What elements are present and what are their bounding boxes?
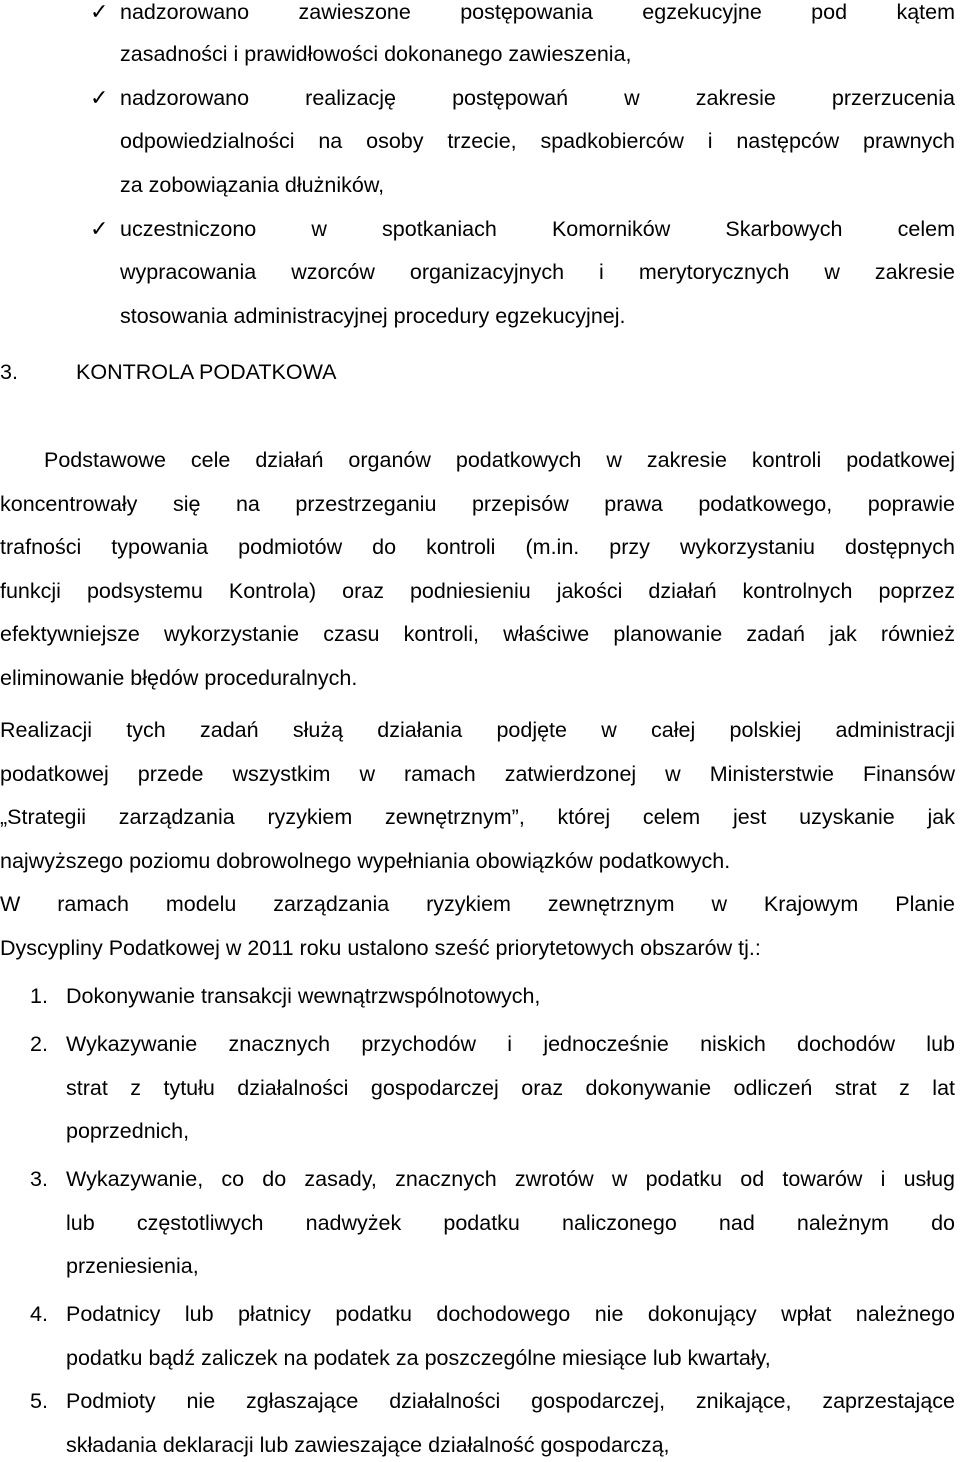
section-number: 3. <box>0 360 18 384</box>
checklist-item-line: wypracowania wzorców organizacyjnych i merytorycznych w zakresie <box>120 260 955 284</box>
list-item-number: 3. <box>30 1167 48 1191</box>
list-item-line: Dokonywanie transakcji wewnątrzwspólnotowych, <box>66 984 541 1008</box>
paragraph-line: trafności typowania podmiotów do kontroli (m.in. przy wykorzystaniu dostępnych <box>0 535 955 559</box>
checklist-item-line: zasadności i prawidłowości dokonanego zawieszenia, <box>120 42 632 66</box>
checklist-item-line: stosowania administracyjnej procedury egzekucyjnej. <box>120 304 626 328</box>
paragraph-line: W ramach modelu zarządzania ryzykiem zewnętrznym w Krajowym Planie <box>0 892 955 916</box>
list-item-line: Wykazywanie znacznych przychodów i jednocześnie niskich dochodów lub <box>66 1032 955 1056</box>
paragraph-line: koncentrowały się na przestrzeganiu przepisów prawa podatkowego, poprawie <box>0 492 955 516</box>
checklist-item-line: nadzorowano realizację postępowań w zakresie przerzucenia <box>120 86 955 110</box>
list-item-line: podatku bądź zaliczek na podatek za poszczególne miesiące lub kwartały, <box>66 1346 771 1370</box>
list-item-line: przeniesienia, <box>66 1254 199 1278</box>
list-item-line: strat z tytułu działalności gospodarczej oraz dokonywanie odliczeń strat z lat <box>66 1076 955 1100</box>
paragraph-line: funkcji podsystemu Kontrola) oraz podniesieniu jakości działań kontrolnych poprzez <box>0 579 955 603</box>
paragraph-line: najwyższego poziomu dobrowolnego wypełniania obowiązków podatkowych. <box>0 849 731 873</box>
paragraph-line: eliminowanie błędów proceduralnych. <box>0 666 358 690</box>
list-item-line: Wykazywanie, co do zasady, znacznych zwrotów w podatku od towarów i usług <box>66 1167 955 1191</box>
list-item-number: 4. <box>30 1302 48 1326</box>
checklist-item-line: za zobowiązania dłużników, <box>120 173 385 197</box>
section-title: KONTROLA PODATKOWA <box>76 360 337 384</box>
list-item-number: 1. <box>30 984 48 1008</box>
list-item-line: poprzednich, <box>66 1119 190 1143</box>
list-item-line: lub częstotliwych nadwyżek podatku naliczonego nad należnym do <box>66 1211 955 1235</box>
checkmark-icon: ✓ <box>90 216 109 241</box>
list-item-line: składania deklaracji lub zawieszające działalność gospodarczą, <box>66 1433 670 1457</box>
paragraph-line: efektywniejsze wykorzystanie czasu kontroli, właściwe planowanie zadań jak również <box>0 622 955 646</box>
list-item-number: 5. <box>30 1389 48 1413</box>
checkmark-icon: ✓ <box>90 0 109 24</box>
paragraph-line: Podstawowe cele działań organów podatkowych w zakresie kontroli podatkowej <box>44 448 955 472</box>
list-item-line: Podmioty nie zgłaszające działalności gospodarczej, znikające, zaprzestające <box>66 1389 955 1413</box>
list-item-number: 2. <box>30 1032 48 1056</box>
paragraph-line: podatkowej przede wszystkim w ramach zatwierdzonej w Ministerstwie Finansów <box>0 762 955 786</box>
list-item-line: Podatnicy lub płatnicy podatku dochodowego nie dokonujący wpłat należnego <box>66 1302 955 1326</box>
checklist-item-line: nadzorowano zawieszone postępowania egzekucyjne pod kątem <box>120 0 955 24</box>
checklist-item-line: uczestniczono w spotkaniach Komorników Skarbowych celem <box>120 217 955 241</box>
paragraph-line: Dyscypliny Podatkowej w 2011 roku ustalono sześć priorytetowych obszarów tj.: <box>0 936 761 960</box>
checklist-item-line: odpowiedzialności na osoby trzecie, spadkobierców i następców prawnych <box>120 129 955 153</box>
paragraph-line: Realizacji tych zadań służą działania podjęte w całej polskiej administracji <box>0 718 955 742</box>
paragraph-line: „Strategii zarządzania ryzykiem zewnętrznym”, której celem jest uzyskanie jak <box>0 805 955 829</box>
checkmark-icon: ✓ <box>90 85 109 110</box>
